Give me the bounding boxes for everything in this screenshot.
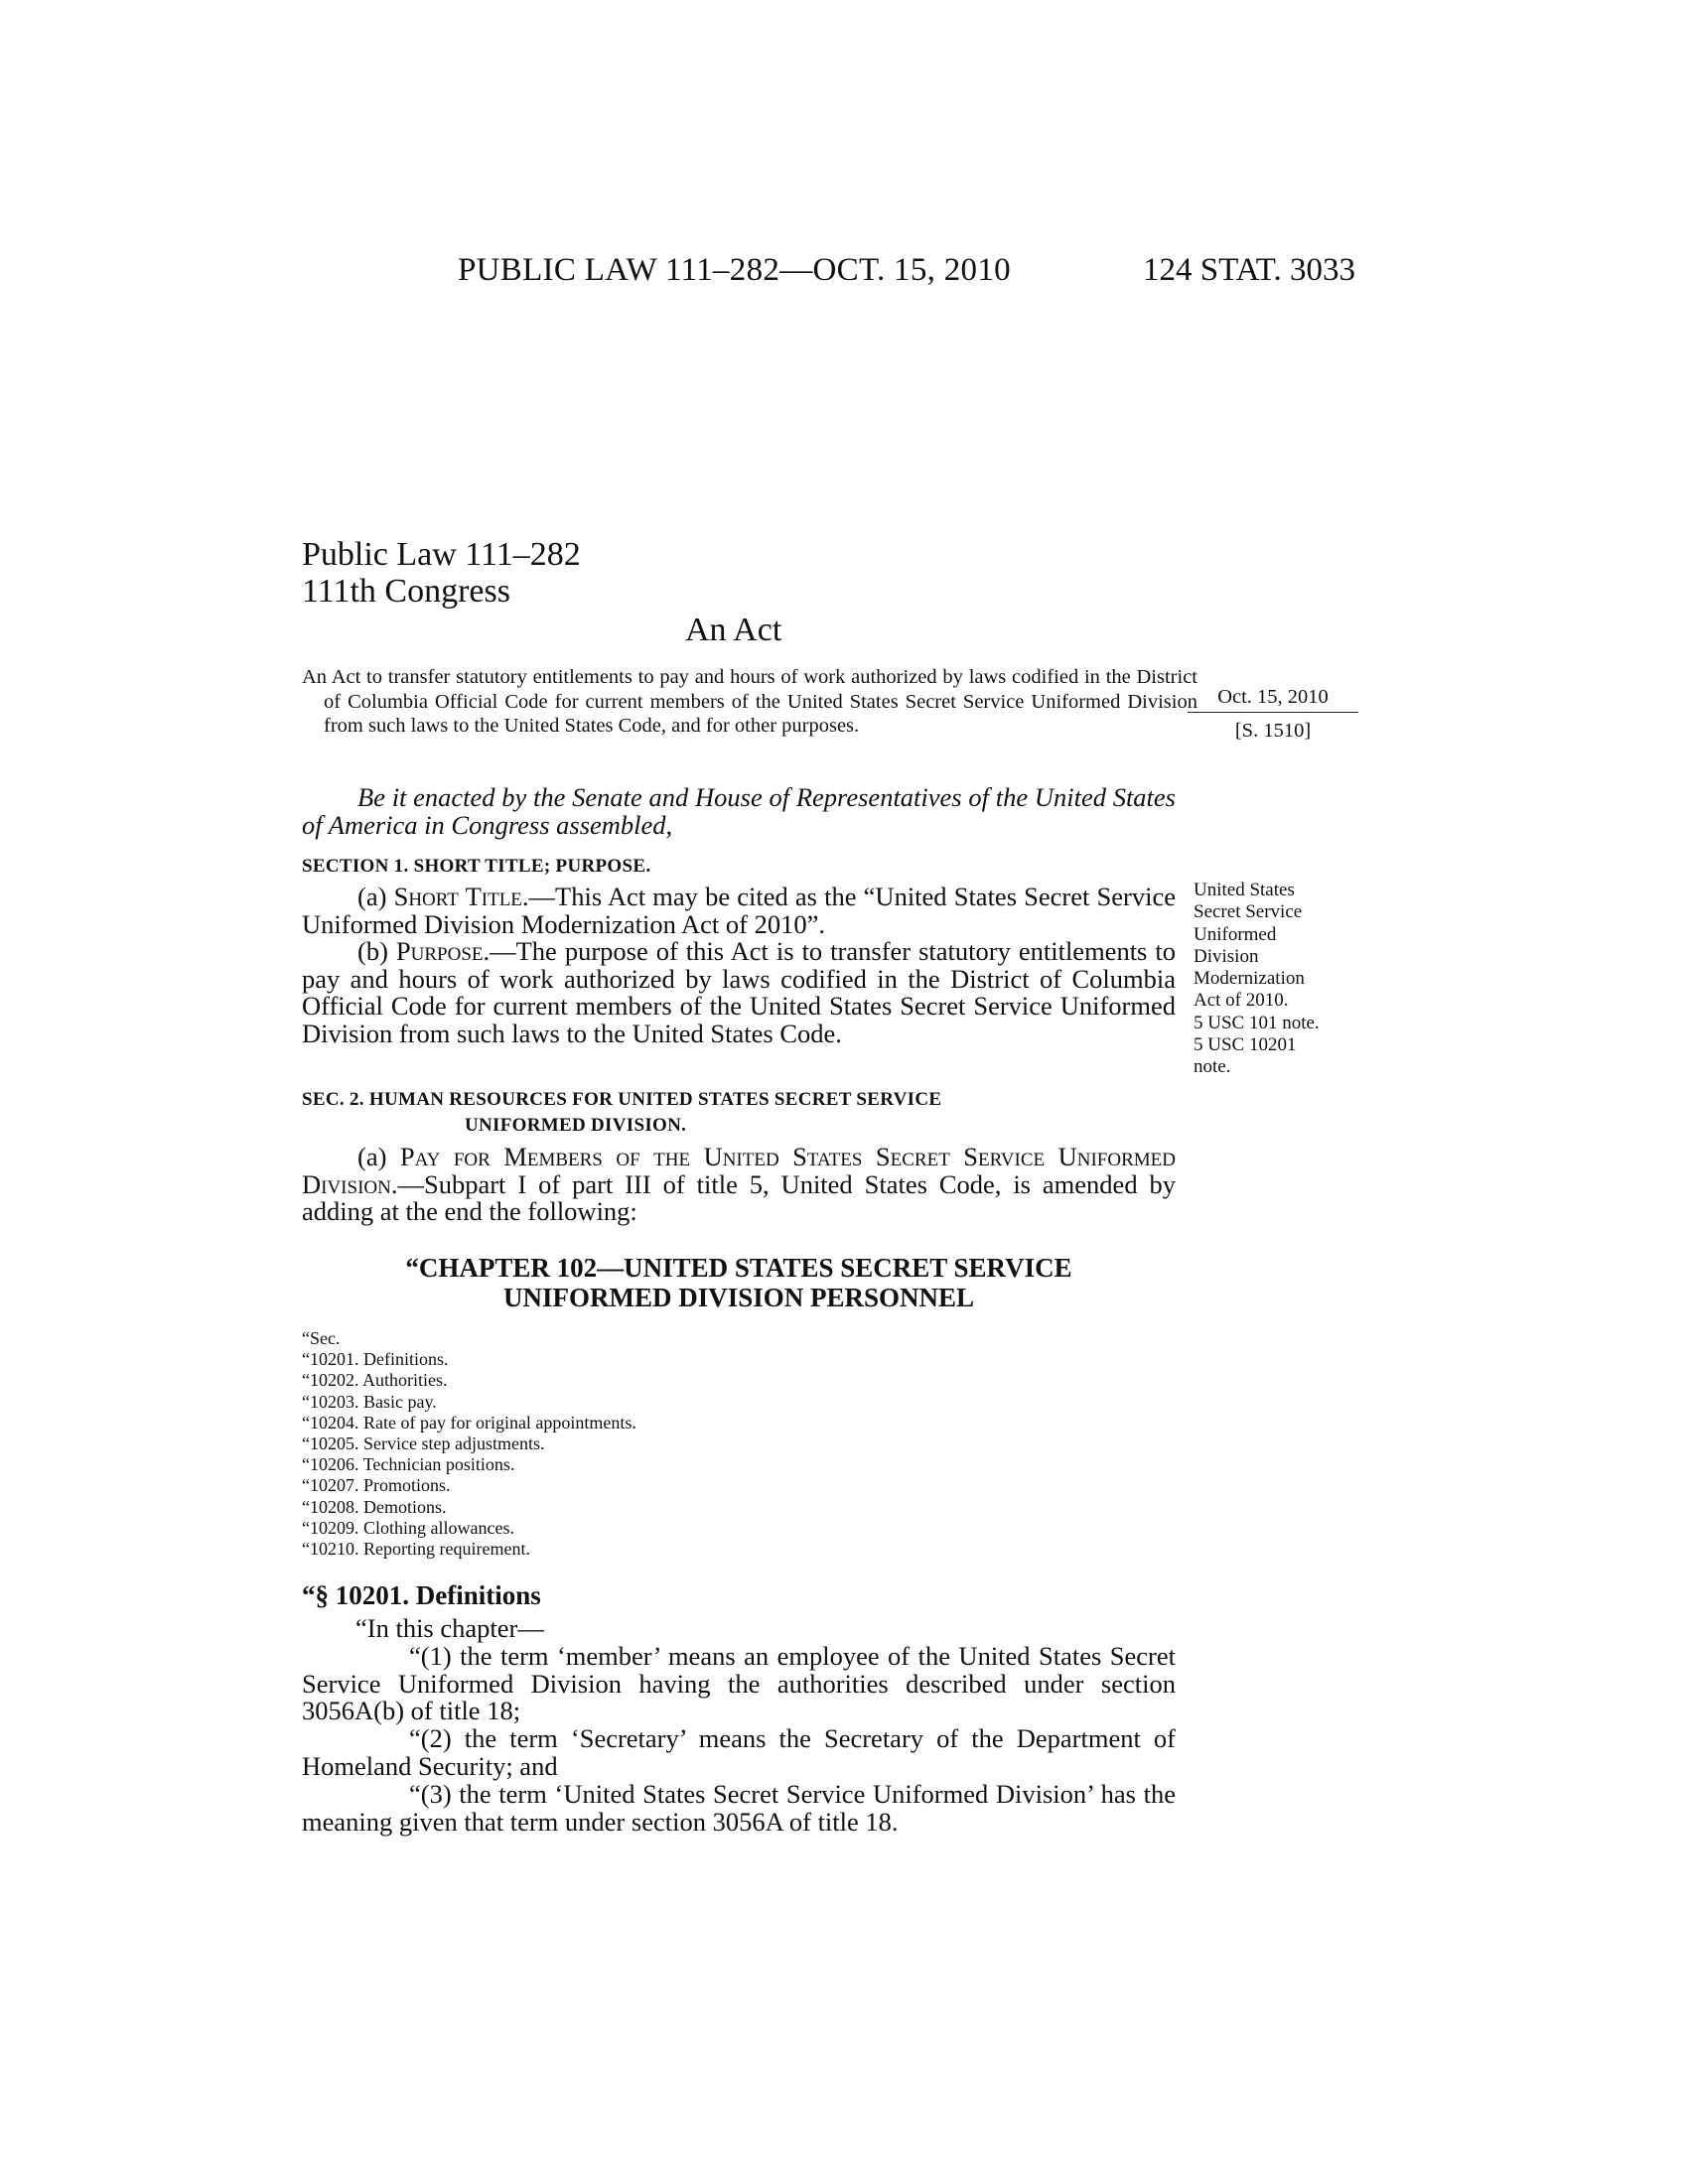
enacting-clause: Be it enacted by the Senate and House of Representatives of the United States of America in Congress assembled,: [302, 782, 1176, 840]
toc-item: “10208. Demotions.: [302, 1496, 447, 1517]
toc-item: “10206. Technician positions.: [302, 1454, 515, 1475]
paragraph-text: —The purpose of this Act is to transfer statutory entitlements to pay and hours of work authorized by laws codified in the District of Columbia Official Code for current members of the United States Secret Service Uniformed Division from such laws to the United States Code.: [302, 936, 1176, 1048]
definitions-intro: “In this chapter—: [355, 1613, 544, 1643]
toc-item: “10203. Basic pay.: [302, 1391, 437, 1412]
chapter-heading-line1: “CHAPTER 102—UNITED STATES SECRET SERVICE: [405, 1253, 1072, 1283]
margin-notes: [1194, 880, 1372, 1079]
running-header-title: PUBLIC LAW 111–282—OCT. 15, 2010: [458, 252, 1011, 288]
chapter-heading: [302, 1253, 1176, 1312]
paragraph-caption: Purpose.: [395, 936, 491, 966]
toc-item: “10210. Reporting requirement.: [302, 1539, 530, 1560]
paragraph-label: (a): [357, 882, 394, 911]
toc-item: “10209. Clothing allowances.: [302, 1517, 514, 1538]
margin-note-line: 5 USC 101 note.: [1194, 1012, 1320, 1033]
chapter-heading-line2: UNIFORMED DIVISION PERSONNEL: [502, 1283, 975, 1312]
paragraph-caption: Pay for Members of the United States Secret Service Uniformed Division.: [302, 1142, 1176, 1199]
margin-note-line: United States: [1194, 880, 1295, 900]
section-2-heading: [302, 1087, 1176, 1139]
toc-item: “10204. Rate of pay for original appointments.: [302, 1412, 636, 1433]
toc-item: “10201. Definitions.: [302, 1349, 449, 1370]
margin-note-line: Uniformed: [1194, 923, 1277, 945]
margin-date-box: [1188, 685, 1358, 743]
table-of-sections: [302, 1328, 636, 1560]
law-number: Public Law 111–282: [302, 536, 581, 573]
long-title: An Act to transfer statutory entitlements to pay and hours of work authorized by laws codified in the District of Columbia Official Code for current members of the United States Secret Service Uniformed Division from such laws to the United States Code, and for other purposes.: [302, 666, 1197, 737]
act-heading: An Act: [685, 612, 782, 648]
toc-item: “10205. Service step adjustments.: [302, 1433, 545, 1454]
margin-date: Oct. 15, 2010: [1188, 685, 1358, 713]
section-10201-heading: “§ 10201. Definitions: [302, 1580, 541, 1610]
margin-note-line: Division: [1194, 945, 1259, 967]
toc-item: “10207. Promotions.: [302, 1475, 451, 1496]
definition-item: “(2) the term ‘Secretary’ means the Secretary of the Department of Homeland Security; and: [302, 1723, 1176, 1781]
section-1-heading: SECTION 1. SHORT TITLE; PURPOSE.: [302, 856, 651, 877]
margin-note-line: 5 USC 10201: [1194, 1034, 1297, 1056]
margin-note-line: Secret Service: [1194, 901, 1303, 923]
paragraph-text: —This Act may be cited as the “United States Secret Service Uniformed Division Modernization Act of 2010”.: [302, 882, 1177, 939]
definition-item: “(1) the term ‘member’ means an employee of the United States Secret Service Uniformed Division having the authorities described under section 3056A(b) of title 18;: [302, 1641, 1176, 1726]
paragraph-text: —Subpart I of part III of title 5, United States Code, is amended by adding at the end the following:: [302, 1168, 1176, 1227]
stat-page-number: 124 STAT. 3033: [1143, 252, 1356, 288]
section-1-paragraph-a: [302, 884, 1176, 938]
margin-note-line: Act of 2010.: [1194, 990, 1289, 1012]
paragraph-label: (b): [357, 936, 396, 966]
section-1-paragraph-b: [302, 938, 1176, 1047]
section-2-paragraph-a: [302, 1144, 1176, 1226]
paragraph-label: (a): [357, 1142, 400, 1171]
toc-item: “Sec.: [302, 1328, 341, 1348]
margin-note-line: Modernization: [1194, 968, 1305, 990]
margin-note-line: note.: [1194, 1056, 1231, 1078]
definition-item: “(3) the term ‘United States Secret Service Uniformed Division’ has the meaning given that term under section 3056A of title 18.: [302, 1779, 1176, 1837]
congress-label: 111th Congress: [302, 573, 510, 610]
section-2-heading-line2: UNIFORMED DIVISION.: [465, 1115, 687, 1136]
section-2-heading-line1: SEC. 2. HUMAN RESOURCES FOR UNITED STATES SECRET SERVICE: [302, 1089, 942, 1110]
margin-bill-number: [S. 1510]: [1234, 720, 1312, 742]
paragraph-caption: Short Title.: [393, 882, 529, 911]
toc-item: “10202. Authorities.: [302, 1370, 448, 1391]
